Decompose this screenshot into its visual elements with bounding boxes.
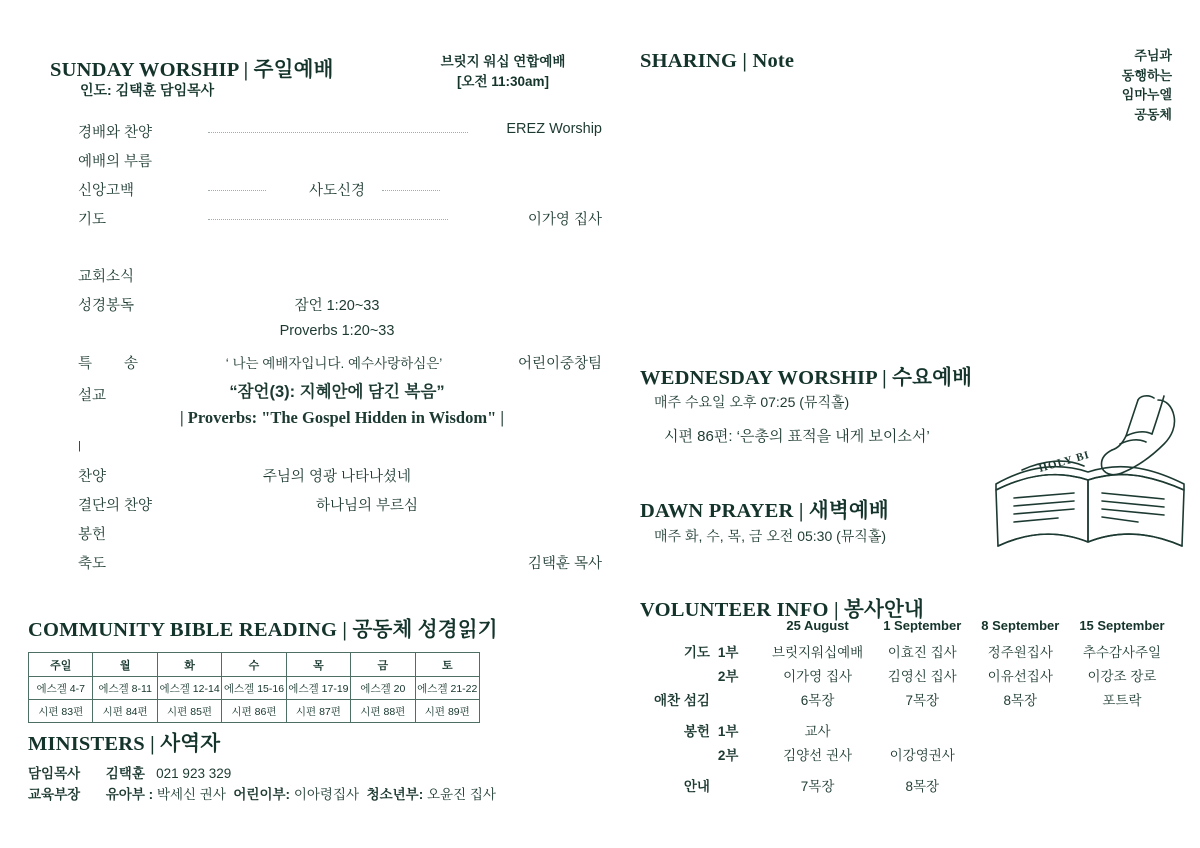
table-cell: 이가영 집사 (783, 669, 853, 684)
table-row (644, 639, 1175, 663)
sermon-block (52, 378, 608, 462)
table-row (29, 677, 480, 700)
education-youth-value: 오윤진 집사 (427, 786, 496, 802)
minister-name: 김택훈 (105, 766, 145, 781)
table-cell: 8목장 (1003, 693, 1038, 708)
community-slogan-line: 주님과 (1134, 48, 1172, 63)
order-row-label: 결단의 찬양 (78, 498, 153, 514)
volunteer-info-table (644, 618, 1175, 797)
table-cell: 이강영권사 (889, 748, 955, 763)
table-cell: 추수감사주일 (1082, 645, 1162, 660)
order-row (52, 262, 608, 291)
community-bible-reading (28, 612, 598, 723)
sermon-label: 설교 (78, 388, 107, 404)
education-children-value: 이아령집사 (293, 786, 360, 802)
order-row-right: 이가영 집사 (527, 212, 602, 228)
table-cell: 김영신 집사 (887, 669, 957, 684)
volunteer-row-sub (714, 766, 762, 797)
order-row-center: 하나님의 부르심 (315, 498, 419, 514)
table-cell: 김양선 권사 (783, 748, 853, 763)
order-row-label: 경배와 찬양 (78, 125, 153, 141)
table-header-cell: 토 (415, 653, 479, 677)
minister-row-education (28, 785, 588, 806)
order-row-label: 특 송 (78, 356, 153, 372)
table-header-cell: 1 September (883, 618, 962, 633)
order-row (52, 520, 608, 549)
table-cell (1069, 766, 1174, 797)
table-row (644, 711, 1175, 742)
dawn-prayer-time: 매주 화, 수, 목, 금 오전 05:30 (뮤직홀) (654, 528, 887, 544)
table-cell: 에스겔 4-7 (29, 677, 93, 700)
bridge-worship-note-line2: [오전 11:30am] (456, 73, 550, 89)
volunteer-row-label: 애찬 섬김 (654, 693, 710, 708)
order-row-center: 사도신경 (308, 183, 366, 199)
community-slogan-line: 공동체 (1134, 106, 1172, 122)
table-cell: 에스겔 8-11 (93, 677, 157, 700)
volunteer-row-label: 기도 (683, 645, 710, 660)
bridge-worship-note-line1: 브릿지 워십 연합예배 (440, 54, 566, 69)
table-cell: 이강조 장로 (1087, 669, 1157, 684)
dawn-prayer-title: DAWN PRAYER | 새벽예배 (640, 500, 889, 522)
table-cell (1069, 711, 1174, 742)
order-row (52, 205, 608, 234)
volunteer-row-sub (714, 687, 762, 711)
order-row-label: 예배의 부름 (78, 154, 153, 170)
table-header-cell: 금 (351, 653, 415, 677)
table-row (29, 700, 480, 723)
table-cell: 시편 87편 (286, 700, 350, 723)
order-row-right: 어린이중창팀 (517, 356, 602, 372)
ministers-title: MINISTERS | 사역자 (28, 733, 221, 755)
table-row (644, 742, 1175, 766)
table-cell: 7목장 (905, 693, 940, 708)
order-row-label: 신앙고백 (78, 183, 135, 199)
table-cell: 시편 83편 (29, 700, 93, 723)
table-cell (971, 711, 1069, 742)
table-header-cell: 주일 (29, 653, 93, 677)
table-cell: 정주원집사 (987, 645, 1053, 660)
sunday-worship-leader: 인도: 김택훈 담임목사 (80, 82, 215, 98)
community-slogan-line: 동행하는 (1121, 67, 1172, 83)
table-cell (1069, 742, 1174, 766)
volunteer-row-label: 안내 (683, 779, 710, 794)
order-row-right: 김택훈 목사 (527, 556, 602, 572)
community-slogan (1122, 46, 1172, 124)
order-row (52, 291, 608, 320)
table-header-cell: 월 (93, 653, 157, 677)
volunteer-row-sub: 1부 (717, 724, 739, 739)
sunday-worship-title: SUNDAY WORSHIP | 주일예배 (50, 59, 334, 81)
order-row-center: 잠언 1:20~33 (294, 298, 380, 314)
sermon-title-en: | Proverbs: "The Gospel Hidden in Wisdom" | (179, 408, 504, 427)
volunteer-row-sub: 1부 (717, 645, 739, 660)
order-row (52, 491, 608, 520)
table-cell: 브릿지워십예배 (771, 645, 864, 660)
community-bible-reading-title: COMMUNITY BIBLE READING | 공동체 성경읽기 (28, 619, 498, 641)
bridge-worship-note (408, 52, 598, 91)
table-cell: 에스겔 20 (351, 677, 415, 700)
table-cell: 에스겔 21-22 (415, 677, 479, 700)
education-children-label: 어린이부: (233, 786, 291, 802)
table-row (644, 766, 1175, 797)
order-row-center: ‘ 나는 예배자입니다. 예수사랑하심은’ (225, 356, 443, 371)
education-infant-label: 유아부 : (105, 786, 154, 802)
order-row (52, 147, 608, 176)
order-row-right: EREZ Worship (506, 121, 602, 137)
table-cell: 이유선집사 (987, 669, 1053, 684)
minister-role-label: 담임목사 (28, 766, 81, 781)
dotted-rule (208, 131, 468, 133)
sermon-title-ko: “잠언(3): 지혜안에 담긴 복음” (229, 383, 445, 401)
table-cell (873, 711, 971, 742)
order-row-center: Proverbs 1:20~33 (279, 323, 395, 339)
order-row-label: 축도 (78, 556, 107, 572)
table-cell: 이효진 집사 (887, 645, 957, 660)
table-header-cell: 화 (157, 653, 221, 677)
order-row (52, 462, 608, 491)
table-row (644, 663, 1175, 687)
order-row (52, 349, 608, 378)
order-row-label: 교회소식 (78, 269, 135, 285)
volunteer-row-label: 봉헌 (683, 724, 710, 739)
community-bible-reading-table (28, 652, 480, 723)
volunteer-row-label (644, 742, 714, 766)
volunteer-row-sub: 2부 (717, 669, 739, 684)
order-of-worship (52, 118, 608, 578)
education-youth-label: 청소년부: (366, 786, 424, 802)
volunteer-info-title: VOLUNTEER INFO | 봉사안내 (640, 599, 924, 621)
order-row-label: 찬양 (78, 469, 107, 485)
table-header-cell: 15 September (1079, 618, 1165, 633)
table-cell: 시편 85편 (157, 700, 221, 723)
table-cell (971, 766, 1069, 797)
order-row-label: 봉헌 (78, 527, 107, 543)
volunteer-row-label (644, 663, 714, 687)
order-row-center: 주님의 영광 나타나셨네 (262, 469, 412, 485)
dotted-rule (382, 189, 440, 191)
table-cell: 에스겔 17-19 (286, 677, 350, 700)
table-cell: 시편 88편 (351, 700, 415, 723)
table-header-cell: 25 August (786, 618, 849, 633)
order-row (52, 320, 608, 349)
table-cell: 시편 84편 (93, 700, 157, 723)
order-row (52, 118, 608, 147)
wednesday-worship-title: WEDNESDAY WORSHIP | 수요예배 (640, 367, 973, 389)
table-cell: 시편 89편 (415, 700, 479, 723)
table-cell: 포트락 (1102, 693, 1142, 708)
order-row-label: 성경봉독 (78, 298, 135, 314)
table-cell: 7목장 (800, 779, 835, 794)
table-header-cell: 수 (222, 653, 286, 677)
table-cell: 6목장 (800, 693, 835, 708)
volunteer-row-sub: 2부 (717, 748, 739, 763)
table-header-cell: 목 (286, 653, 350, 677)
table-cell: 에스겔 15-16 (222, 677, 286, 700)
dotted-rule (208, 218, 448, 220)
table-cell (971, 742, 1069, 766)
wednesday-worship-time: 매주 수요일 오후 07:25 (뮤직홀) (654, 394, 850, 410)
minister-phone: 021 923 329 (156, 766, 232, 781)
table-header-row (29, 653, 480, 677)
order-row (52, 176, 608, 205)
education-infant-value: 박세신 권사 (156, 786, 226, 802)
ministers-section (28, 726, 588, 806)
minister-role-label: 교육부장 (28, 786, 81, 802)
sharing-title: SHARING | Note (640, 50, 795, 72)
table-row (644, 687, 1175, 711)
order-row (52, 549, 608, 578)
open-bible-with-hand-icon (988, 392, 1200, 562)
wednesday-worship-theme: 시편 86편: ‘은총의 표적을 내게 보이소서’ (664, 428, 930, 445)
table-header-row (644, 618, 1175, 639)
order-row-label: 기도 (78, 212, 107, 228)
table-cell: 시편 86편 (222, 700, 286, 723)
svg-text:HOLY BI: HOLY BI (1037, 448, 1092, 475)
table-cell: 에스겔 12-14 (157, 677, 221, 700)
community-slogan-line: 임마누엘 (1121, 87, 1172, 102)
table-cell: 8목장 (905, 779, 940, 794)
tick-mark: | (78, 440, 81, 452)
table-header-cell: 8 September (981, 618, 1060, 633)
table-cell: 교사 (804, 724, 831, 739)
minister-row-senior-pastor (28, 764, 588, 785)
